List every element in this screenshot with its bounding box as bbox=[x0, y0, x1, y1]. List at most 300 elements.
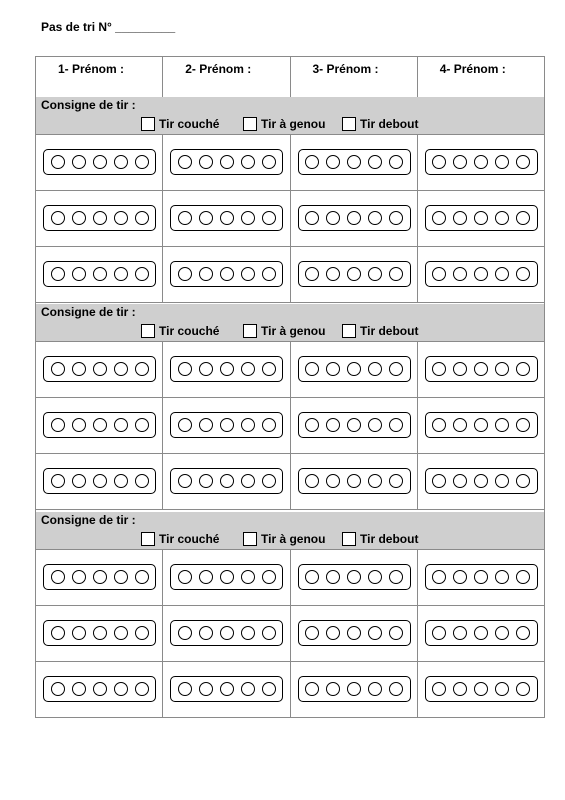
target-circle[interactable] bbox=[347, 211, 361, 225]
target-circle[interactable] bbox=[516, 155, 530, 169]
target-circle[interactable] bbox=[93, 682, 107, 696]
target-cell bbox=[291, 342, 418, 397]
target-circle[interactable] bbox=[262, 267, 276, 281]
target-circle[interactable] bbox=[474, 682, 488, 696]
target-cell bbox=[36, 135, 163, 190]
target-circle[interactable] bbox=[326, 211, 340, 225]
target-circle[interactable] bbox=[432, 682, 446, 696]
target-cell bbox=[418, 342, 544, 397]
target-circle[interactable] bbox=[220, 626, 234, 640]
target-strip bbox=[43, 356, 156, 382]
target-strip bbox=[425, 620, 538, 646]
target-circle[interactable] bbox=[241, 362, 255, 376]
target-circle[interactable] bbox=[135, 626, 149, 640]
target-circle[interactable] bbox=[453, 570, 467, 584]
target-circle[interactable] bbox=[389, 626, 403, 640]
target-circle[interactable] bbox=[51, 474, 65, 488]
consigne-header bbox=[36, 97, 544, 135]
target-circle[interactable] bbox=[474, 155, 488, 169]
target-circle[interactable] bbox=[495, 362, 509, 376]
target-cell bbox=[163, 606, 290, 661]
target-circle[interactable] bbox=[114, 418, 128, 432]
target-circle[interactable] bbox=[368, 211, 382, 225]
target-circle[interactable] bbox=[114, 362, 128, 376]
target-circle[interactable] bbox=[241, 418, 255, 432]
target-circle[interactable] bbox=[326, 267, 340, 281]
target-circle[interactable] bbox=[93, 626, 107, 640]
target-circle[interactable] bbox=[368, 362, 382, 376]
target-cell bbox=[418, 191, 544, 246]
target-strip bbox=[43, 149, 156, 175]
target-circle[interactable] bbox=[199, 418, 213, 432]
target-circle[interactable] bbox=[389, 418, 403, 432]
option-label: Tir couché bbox=[159, 117, 220, 131]
target-circle[interactable] bbox=[516, 682, 530, 696]
target-circle[interactable] bbox=[305, 362, 319, 376]
target-strip bbox=[425, 564, 538, 590]
target-circle[interactable] bbox=[114, 682, 128, 696]
target-cell bbox=[418, 550, 544, 605]
target-strip bbox=[298, 149, 411, 175]
target-circle[interactable] bbox=[241, 267, 255, 281]
target-circle[interactable] bbox=[389, 155, 403, 169]
target-circle[interactable] bbox=[93, 267, 107, 281]
target-circle[interactable] bbox=[432, 211, 446, 225]
target-row bbox=[36, 342, 544, 398]
target-strip bbox=[425, 676, 538, 702]
target-circle[interactable] bbox=[305, 626, 319, 640]
target-circle[interactable] bbox=[516, 211, 530, 225]
target-circle[interactable] bbox=[72, 626, 86, 640]
target-cell bbox=[163, 247, 290, 302]
option-3[interactable] bbox=[342, 532, 418, 546]
consigne-label: Consigne de tir : bbox=[41, 513, 136, 527]
target-strip bbox=[43, 261, 156, 287]
target-circle[interactable] bbox=[326, 418, 340, 432]
target-circle[interactable] bbox=[453, 474, 467, 488]
target-circle[interactable] bbox=[453, 155, 467, 169]
target-circle[interactable] bbox=[326, 570, 340, 584]
option-2[interactable] bbox=[243, 324, 325, 338]
header-prenom-4: 4- Prénom : bbox=[439, 62, 506, 76]
target-circle[interactable] bbox=[432, 267, 446, 281]
target-circle[interactable] bbox=[262, 682, 276, 696]
target-circle[interactable] bbox=[114, 155, 128, 169]
target-cell bbox=[418, 454, 544, 509]
target-circle[interactable] bbox=[241, 626, 255, 640]
target-strip bbox=[170, 261, 283, 287]
target-circle[interactable] bbox=[305, 155, 319, 169]
target-circle[interactable] bbox=[368, 626, 382, 640]
consigne-block-2 bbox=[36, 304, 544, 510]
target-circle[interactable] bbox=[51, 570, 65, 584]
scoring-sheet bbox=[35, 56, 545, 718]
target-circle[interactable] bbox=[93, 418, 107, 432]
option-3[interactable] bbox=[342, 117, 418, 131]
option-1[interactable] bbox=[141, 324, 219, 338]
target-circle[interactable] bbox=[474, 362, 488, 376]
target-circle[interactable] bbox=[347, 418, 361, 432]
target-cell bbox=[291, 247, 418, 302]
target-cell bbox=[36, 606, 163, 661]
checkbox[interactable] bbox=[141, 324, 155, 338]
target-circle[interactable] bbox=[199, 362, 213, 376]
target-circle[interactable] bbox=[389, 570, 403, 584]
target-circle[interactable] bbox=[51, 626, 65, 640]
target-circle[interactable] bbox=[199, 626, 213, 640]
target-circle[interactable] bbox=[495, 267, 509, 281]
option-2[interactable] bbox=[243, 532, 325, 546]
target-circle[interactable] bbox=[347, 626, 361, 640]
target-circle[interactable] bbox=[453, 626, 467, 640]
target-strip bbox=[170, 676, 283, 702]
consigne-block-1 bbox=[36, 97, 544, 303]
target-strip bbox=[170, 205, 283, 231]
target-strip bbox=[170, 412, 283, 438]
target-circle[interactable] bbox=[495, 570, 509, 584]
target-circle[interactable] bbox=[241, 570, 255, 584]
target-circle[interactable] bbox=[114, 267, 128, 281]
target-circle[interactable] bbox=[199, 267, 213, 281]
target-circle[interactable] bbox=[516, 570, 530, 584]
option-3[interactable] bbox=[342, 324, 418, 338]
target-circle[interactable] bbox=[262, 570, 276, 584]
target-cell bbox=[291, 606, 418, 661]
option-label: Tir debout bbox=[360, 532, 419, 546]
header-row bbox=[36, 57, 544, 98]
target-strip bbox=[298, 468, 411, 494]
target-circle[interactable] bbox=[178, 267, 192, 281]
target-circle[interactable] bbox=[199, 155, 213, 169]
target-circle[interactable] bbox=[432, 362, 446, 376]
option-label: Tir debout bbox=[360, 324, 419, 338]
target-circle[interactable] bbox=[51, 418, 65, 432]
target-circle[interactable] bbox=[347, 682, 361, 696]
target-strip bbox=[170, 149, 283, 175]
target-circle[interactable] bbox=[453, 418, 467, 432]
target-circle[interactable] bbox=[453, 267, 467, 281]
target-circle[interactable] bbox=[72, 267, 86, 281]
option-label: Tir debout bbox=[360, 117, 419, 131]
target-circle[interactable] bbox=[241, 211, 255, 225]
target-circle[interactable] bbox=[495, 211, 509, 225]
target-row bbox=[36, 454, 544, 510]
target-circle[interactable] bbox=[220, 682, 234, 696]
target-circle[interactable] bbox=[72, 362, 86, 376]
target-circle[interactable] bbox=[178, 362, 192, 376]
target-circle[interactable] bbox=[72, 211, 86, 225]
target-circle[interactable] bbox=[368, 474, 382, 488]
target-circle[interactable] bbox=[474, 267, 488, 281]
target-circle[interactable] bbox=[93, 362, 107, 376]
target-circle[interactable] bbox=[432, 155, 446, 169]
target-circle[interactable] bbox=[516, 474, 530, 488]
target-cell bbox=[163, 191, 290, 246]
target-circle[interactable] bbox=[178, 626, 192, 640]
target-cell bbox=[36, 398, 163, 453]
option-2[interactable] bbox=[243, 117, 325, 131]
header-prenom-3: 3- Prénom : bbox=[291, 57, 418, 97]
target-circle[interactable] bbox=[305, 570, 319, 584]
target-circle[interactable] bbox=[432, 418, 446, 432]
target-strip bbox=[425, 261, 538, 287]
option-label: Tir à genou bbox=[261, 324, 326, 338]
target-row bbox=[36, 606, 544, 662]
target-circle[interactable] bbox=[453, 362, 467, 376]
target-cell bbox=[418, 606, 544, 661]
target-circle[interactable] bbox=[199, 474, 213, 488]
target-circle[interactable] bbox=[114, 474, 128, 488]
target-circle[interactable] bbox=[72, 474, 86, 488]
target-circle[interactable] bbox=[135, 570, 149, 584]
target-circle[interactable] bbox=[495, 418, 509, 432]
target-circle[interactable] bbox=[199, 211, 213, 225]
target-circle[interactable] bbox=[262, 211, 276, 225]
header-prenom-2: 2- Prénom : bbox=[163, 57, 290, 97]
checkbox[interactable] bbox=[342, 117, 356, 131]
target-cell bbox=[418, 135, 544, 190]
consigne-block-3 bbox=[36, 512, 544, 718]
target-strip bbox=[170, 468, 283, 494]
target-circle[interactable] bbox=[72, 570, 86, 584]
target-strip bbox=[425, 468, 538, 494]
target-circle[interactable] bbox=[368, 682, 382, 696]
target-strip bbox=[298, 356, 411, 382]
target-circle[interactable] bbox=[347, 267, 361, 281]
option-1[interactable] bbox=[141, 117, 219, 131]
target-circle[interactable] bbox=[453, 682, 467, 696]
option-label: Tir couché bbox=[159, 532, 220, 546]
target-strip bbox=[43, 564, 156, 590]
target-circle[interactable] bbox=[347, 570, 361, 584]
target-cell bbox=[291, 550, 418, 605]
target-circle[interactable] bbox=[72, 155, 86, 169]
target-circle[interactable] bbox=[220, 362, 234, 376]
target-circle[interactable] bbox=[135, 211, 149, 225]
target-circle[interactable] bbox=[516, 418, 530, 432]
target-strip bbox=[298, 564, 411, 590]
target-circle[interactable] bbox=[474, 474, 488, 488]
target-circle[interactable] bbox=[114, 211, 128, 225]
target-circle[interactable] bbox=[135, 474, 149, 488]
target-circle[interactable] bbox=[93, 155, 107, 169]
target-strip bbox=[298, 676, 411, 702]
target-row bbox=[36, 662, 544, 718]
target-circle[interactable] bbox=[220, 418, 234, 432]
target-circle[interactable] bbox=[516, 626, 530, 640]
target-circle[interactable] bbox=[262, 474, 276, 488]
target-strip bbox=[43, 676, 156, 702]
target-cell bbox=[163, 454, 290, 509]
target-circle[interactable] bbox=[93, 211, 107, 225]
target-circle[interactable] bbox=[305, 418, 319, 432]
target-cell bbox=[418, 398, 544, 453]
page-title: Pas de tri N° _________ bbox=[41, 20, 176, 34]
target-circle[interactable] bbox=[114, 570, 128, 584]
target-circle[interactable] bbox=[220, 570, 234, 584]
target-strip bbox=[43, 620, 156, 646]
target-circle[interactable] bbox=[135, 682, 149, 696]
target-circle[interactable] bbox=[220, 267, 234, 281]
target-row bbox=[36, 191, 544, 247]
target-circle[interactable] bbox=[178, 474, 192, 488]
option-label: Tir couché bbox=[159, 324, 220, 338]
target-circle[interactable] bbox=[178, 418, 192, 432]
target-cell bbox=[163, 342, 290, 397]
target-circle[interactable] bbox=[474, 626, 488, 640]
target-cell bbox=[291, 191, 418, 246]
target-circle[interactable] bbox=[389, 267, 403, 281]
target-cell bbox=[36, 550, 163, 605]
target-circle[interactable] bbox=[389, 362, 403, 376]
target-circle[interactable] bbox=[114, 626, 128, 640]
target-cell bbox=[418, 247, 544, 302]
target-circle[interactable] bbox=[305, 267, 319, 281]
target-circle[interactable] bbox=[93, 570, 107, 584]
target-strip bbox=[170, 620, 283, 646]
target-circle[interactable] bbox=[495, 682, 509, 696]
target-circle[interactable] bbox=[51, 155, 65, 169]
target-circle[interactable] bbox=[241, 474, 255, 488]
consigne-header bbox=[36, 304, 544, 342]
target-strip bbox=[298, 620, 411, 646]
target-circle[interactable] bbox=[241, 682, 255, 696]
target-circle[interactable] bbox=[262, 155, 276, 169]
target-circle[interactable] bbox=[51, 211, 65, 225]
target-circle[interactable] bbox=[495, 155, 509, 169]
checkbox[interactable] bbox=[243, 324, 257, 338]
target-row bbox=[36, 398, 544, 454]
target-circle[interactable] bbox=[135, 362, 149, 376]
target-row bbox=[36, 135, 544, 191]
target-strip bbox=[425, 205, 538, 231]
checkbox[interactable] bbox=[243, 532, 257, 546]
option-label: Tir à genou bbox=[261, 117, 326, 131]
target-circle[interactable] bbox=[199, 570, 213, 584]
target-circle[interactable] bbox=[495, 474, 509, 488]
target-circle[interactable] bbox=[474, 211, 488, 225]
target-circle[interactable] bbox=[347, 474, 361, 488]
consigne-label: Consigne de tir : bbox=[41, 305, 136, 319]
target-circle[interactable] bbox=[262, 626, 276, 640]
header-prenom-1: 1- Prénom : bbox=[36, 57, 163, 97]
consigne-header bbox=[36, 512, 544, 550]
target-circle[interactable] bbox=[178, 570, 192, 584]
target-circle[interactable] bbox=[389, 682, 403, 696]
target-strip bbox=[43, 412, 156, 438]
target-cell bbox=[291, 662, 418, 718]
target-strip bbox=[425, 412, 538, 438]
target-circle[interactable] bbox=[199, 682, 213, 696]
target-circle[interactable] bbox=[178, 155, 192, 169]
target-circle[interactable] bbox=[220, 474, 234, 488]
target-circle[interactable] bbox=[51, 362, 65, 376]
target-circle[interactable] bbox=[432, 626, 446, 640]
target-circle[interactable] bbox=[432, 570, 446, 584]
target-circle[interactable] bbox=[516, 362, 530, 376]
target-circle[interactable] bbox=[135, 418, 149, 432]
target-cell bbox=[36, 342, 163, 397]
target-circle[interactable] bbox=[220, 155, 234, 169]
target-cell bbox=[291, 135, 418, 190]
target-circle[interactable] bbox=[326, 474, 340, 488]
target-strip bbox=[298, 412, 411, 438]
target-circle[interactable] bbox=[178, 682, 192, 696]
target-circle[interactable] bbox=[368, 267, 382, 281]
target-circle[interactable] bbox=[389, 474, 403, 488]
target-cell bbox=[291, 454, 418, 509]
target-circle[interactable] bbox=[453, 211, 467, 225]
target-circle[interactable] bbox=[368, 155, 382, 169]
target-circle[interactable] bbox=[368, 570, 382, 584]
target-cell bbox=[163, 662, 290, 718]
target-circle[interactable] bbox=[495, 626, 509, 640]
target-cell bbox=[36, 247, 163, 302]
target-circle[interactable] bbox=[51, 267, 65, 281]
target-circle[interactable] bbox=[389, 211, 403, 225]
target-cell bbox=[36, 454, 163, 509]
target-circle[interactable] bbox=[72, 682, 86, 696]
target-strip bbox=[298, 205, 411, 231]
target-strip bbox=[425, 149, 538, 175]
target-circle[interactable] bbox=[220, 211, 234, 225]
target-strip bbox=[170, 356, 283, 382]
target-circle[interactable] bbox=[347, 155, 361, 169]
target-circle[interactable] bbox=[305, 682, 319, 696]
target-circle[interactable] bbox=[262, 418, 276, 432]
target-strip bbox=[43, 205, 156, 231]
target-circle[interactable] bbox=[305, 211, 319, 225]
target-cell bbox=[291, 398, 418, 453]
target-circle[interactable] bbox=[135, 155, 149, 169]
target-cell bbox=[418, 662, 544, 718]
checkbox[interactable] bbox=[342, 532, 356, 546]
option-1[interactable] bbox=[141, 532, 219, 546]
target-circle[interactable] bbox=[135, 267, 149, 281]
consigne-label: Consigne de tir : bbox=[41, 98, 136, 112]
target-circle[interactable] bbox=[178, 211, 192, 225]
target-circle[interactable] bbox=[516, 267, 530, 281]
checkbox[interactable] bbox=[141, 532, 155, 546]
target-circle[interactable] bbox=[51, 682, 65, 696]
target-circle[interactable] bbox=[326, 155, 340, 169]
target-circle[interactable] bbox=[347, 362, 361, 376]
target-cell bbox=[163, 550, 290, 605]
target-cell bbox=[163, 398, 290, 453]
target-row bbox=[36, 550, 544, 606]
target-circle[interactable] bbox=[474, 418, 488, 432]
target-circle[interactable] bbox=[93, 474, 107, 488]
checkbox[interactable] bbox=[243, 117, 257, 131]
target-circle[interactable] bbox=[262, 362, 276, 376]
target-strip bbox=[170, 564, 283, 590]
checkbox[interactable] bbox=[342, 324, 356, 338]
target-circle[interactable] bbox=[432, 474, 446, 488]
target-circle[interactable] bbox=[72, 418, 86, 432]
checkbox[interactable] bbox=[141, 117, 155, 131]
target-cell bbox=[36, 662, 163, 718]
target-circle[interactable] bbox=[326, 626, 340, 640]
target-cell bbox=[163, 135, 290, 190]
target-circle[interactable] bbox=[474, 570, 488, 584]
option-label: Tir à genou bbox=[261, 532, 326, 546]
target-circle[interactable] bbox=[368, 418, 382, 432]
target-circle[interactable] bbox=[241, 155, 255, 169]
target-circle[interactable] bbox=[326, 682, 340, 696]
target-strip bbox=[425, 356, 538, 382]
target-circle[interactable] bbox=[305, 474, 319, 488]
target-circle[interactable] bbox=[326, 362, 340, 376]
